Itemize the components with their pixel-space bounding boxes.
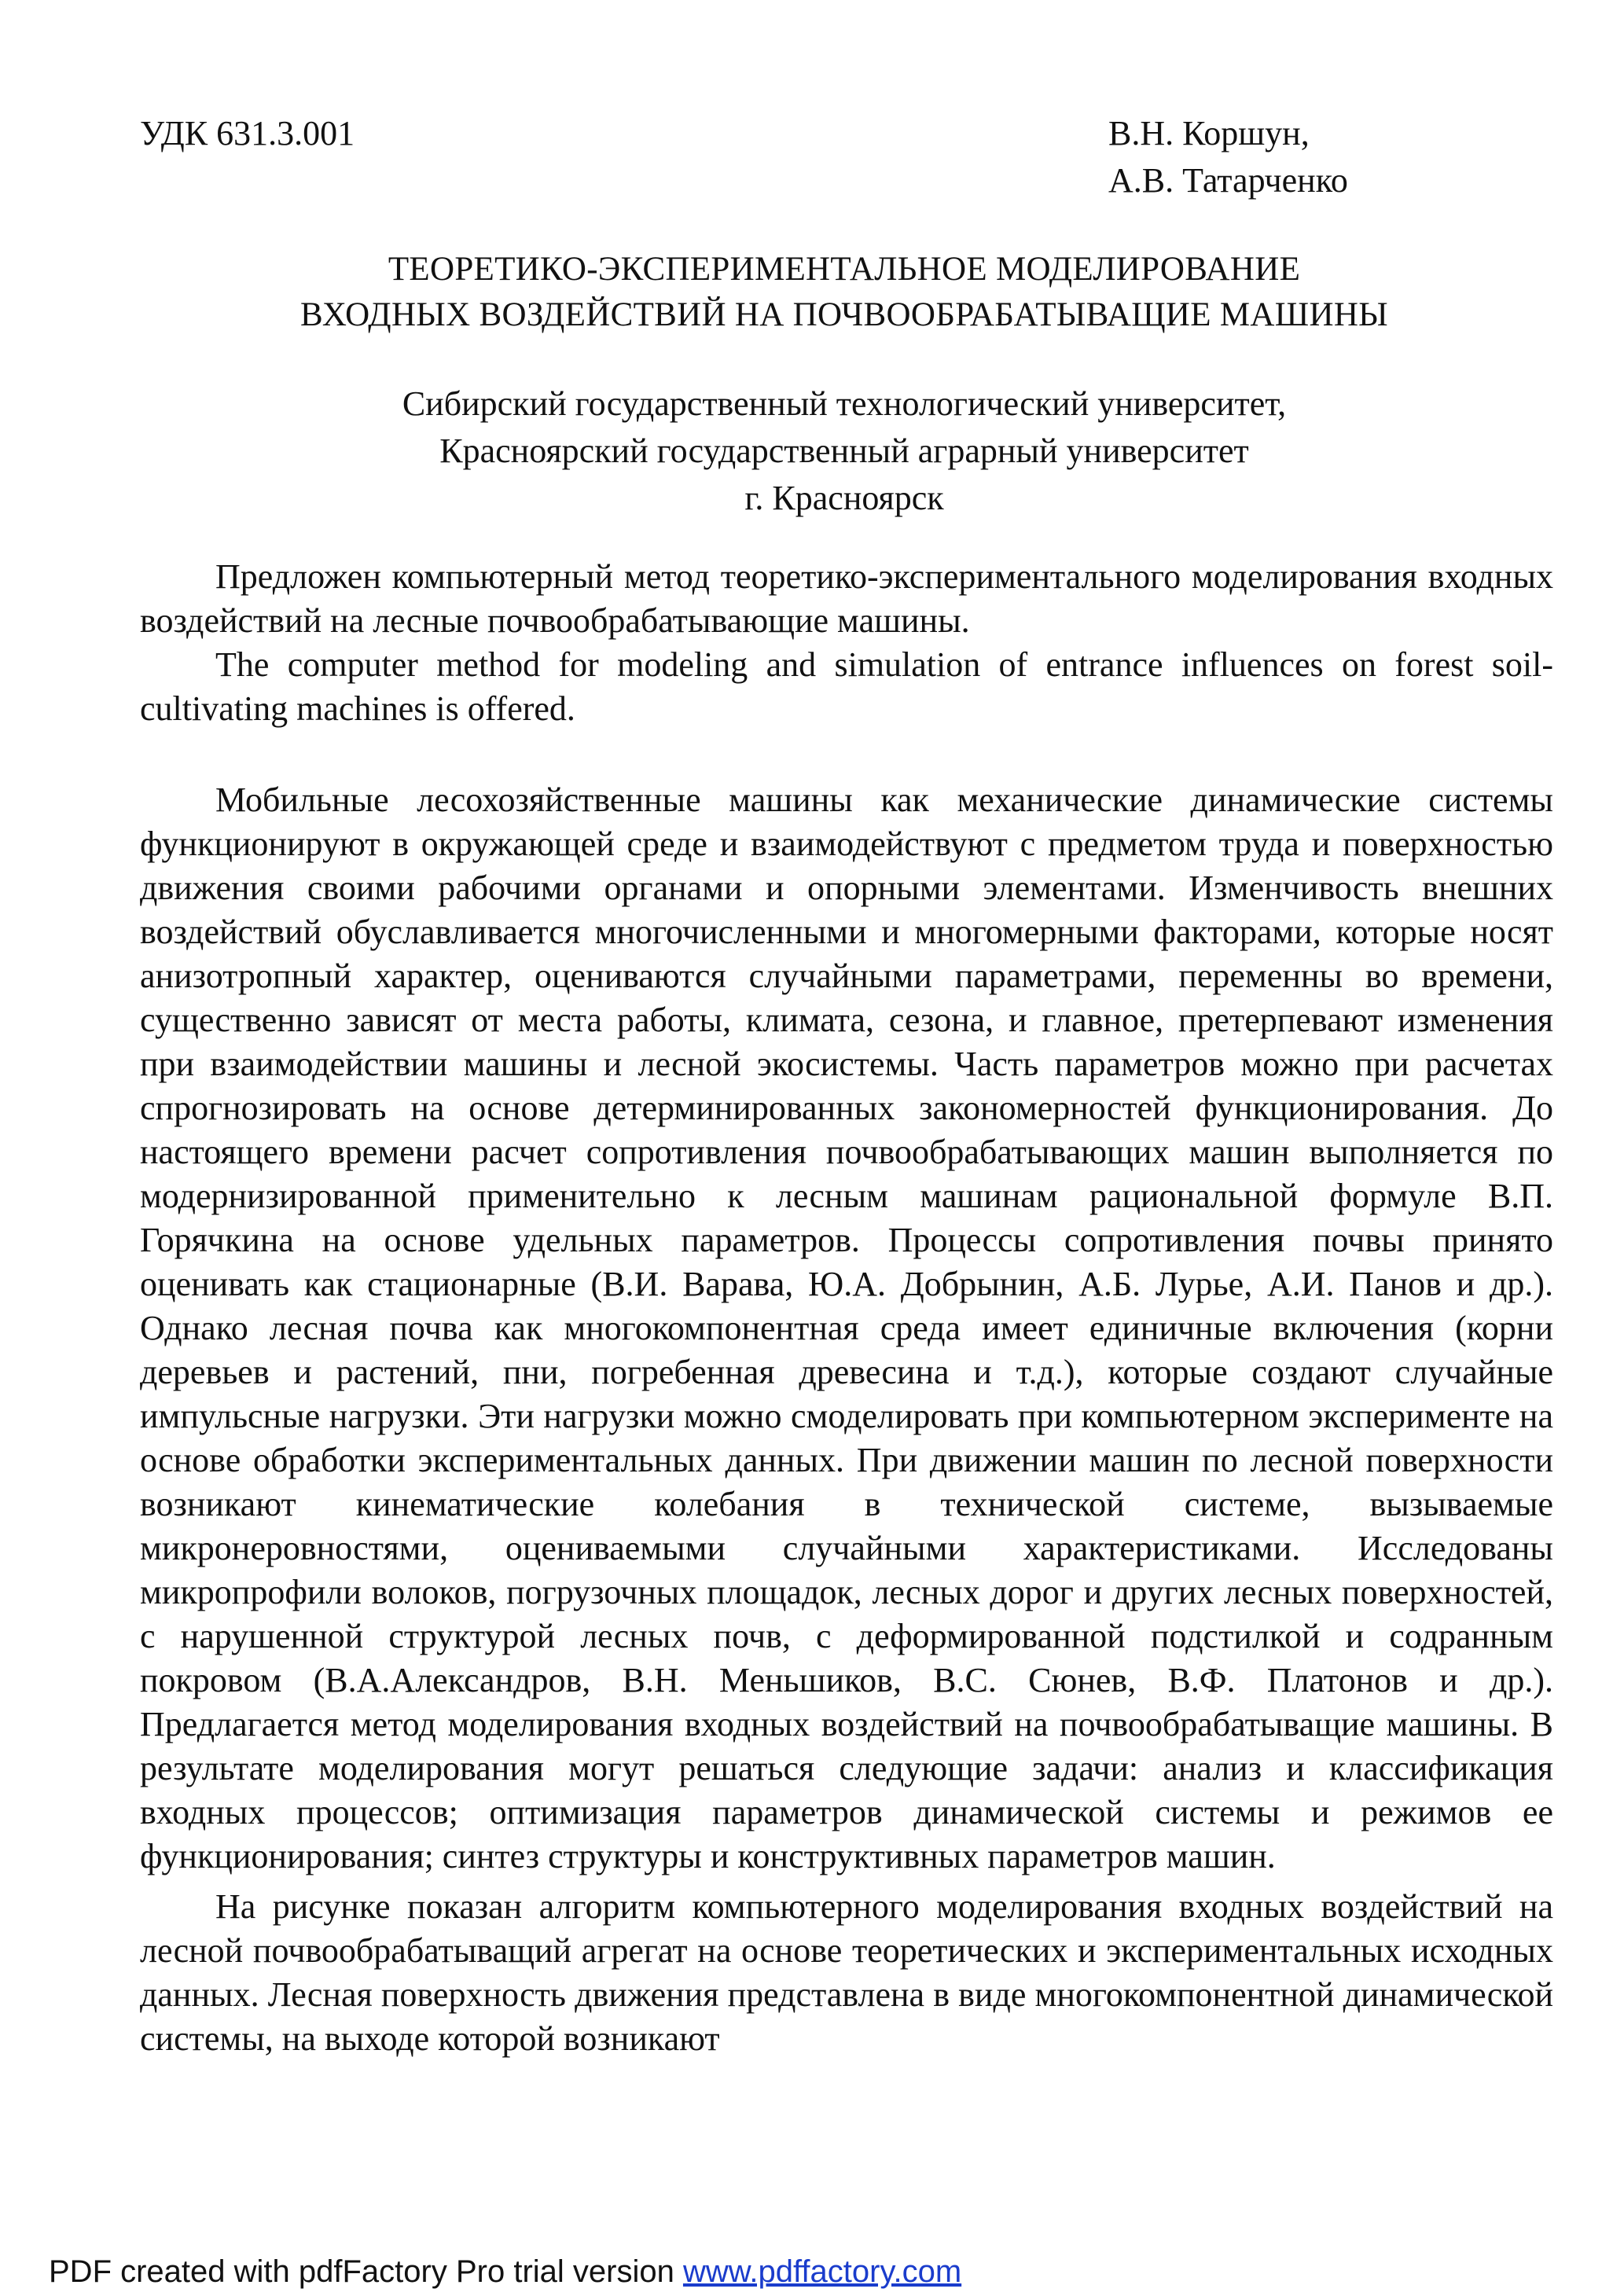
affiliation-city: г. Красноярск (744, 479, 944, 517)
body-text (140, 778, 1553, 2061)
body-paragraph-1: Мобильные лесохозяйственные машины как механические динамические системы функционируют в окружающей среде и взаимодействуют с предметом труда и поверхностью движения своими рабочими органами и опорными элементами. Изменчивость внешних воздействий обуславливается многочисленными и многомерными факторами, которые носят анизотропный характер, оцениваются случайными параметрами, переменны во времени, существенно зависят от места работы, климата, сезона, и главное, претерпевают изменения при взаимодействии машины и лесной экосистемы. Часть параметров можно при расчетах спрогнозировать на основе детерминированных закономерностей функционирования. До настоящего времени расчет сопротивления почвообрабатывающих машин выполняется по модернизированной применительно к лесным машинам рациональной формуле В.П. Горячкина на основе удельных параметров. Процессы сопротивления почвы принято оценивать как стационарные (В.И. Варава, Ю.А. Добрынин, А.Б. Лурье, А.И. Панов и др.). Однако лесная почва как многокомпонентная среда имеет единичные включения (корни деревьев и растений, пни, погребенная древесина и т.д.), которые создают случайные импульсные нагрузки. Эти нагрузки можно смоделировать при компьютерном эксперименте на основе обработки экспериментальных данных. При движении машин по лесной поверхности возникают кинематические колебания в технической системе, вызываемые микронеровностями, оцениваемыми случайными характеристиками. Исследованы микропрофили волоков, погрузочных площадок, лесных дорог и других лесных поверхностей, с нарушенной структурой лесных почв, с деформированной подстилкой и содранным покровом (В.А.Александров, В.Н. Меньшиков, В.С. Сюнев, В.Ф. Платонов и др.). Предлагается метод моделирования входных воздействий на почвообрабатыващие машины. В результате моделирования могут решаться следующие задачи: анализ и классификация входных процессов; оптимизация параметров динамической системы и режимов ее функционирования; синтез структуры и конструктивных параметров машин. (140, 781, 1553, 1875)
author-2: А.В. Татарченко (1108, 161, 1348, 200)
affiliation-2: Красноярский государственный аграрный университет (439, 432, 1249, 470)
abstract-en: The computer method for modeling and simulation of entrance influences on forest soil-cultivating machines is offered. (140, 645, 1553, 728)
affiliation-1: Сибирский государственный технологический университет, (402, 384, 1287, 423)
title-line-1: ТЕОРЕТИКО-ЭКСПЕРИМЕНТАЛЬНОЕ МОДЕЛИРОВАНИЕ (388, 251, 1301, 288)
paper-title (140, 247, 1549, 338)
footer-text: PDF created with pdfFactory Pro trial version (49, 2254, 683, 2289)
author-1: В.Н. Коршун, (1108, 114, 1310, 152)
footer-link[interactable]: www.pdffactory.com (682, 2254, 962, 2289)
affiliations (140, 380, 1549, 522)
title-line-2: ВХОДНЫХ ВОЗДЕЙСТВИЙ НА ПОЧВООБРАБАТЫВАЩИЕ МАШИНЫ (300, 296, 1388, 333)
abstract-ru: Предложен компьютерный метод теоретико-экспериментального моделирования входных воздействий на лесные почвообрабатывающие машины. (140, 557, 1553, 640)
pdf-footer (49, 2253, 961, 2290)
authors (1108, 110, 1348, 204)
udc-code: УДК 631.3.001 (140, 114, 355, 152)
body-paragraph-2: На рисунке показан алгоритм компьютерного моделирования входных воздействий на лесной почвообрабатыващий агрегат на основе теоретических и экспериментальных исходных данных. Лесная поверхность движения представлена в виде многокомпонентной динамической системы, на выходе которой возникают (140, 1887, 1553, 2058)
abstract (140, 555, 1553, 731)
header-row (140, 110, 1523, 204)
